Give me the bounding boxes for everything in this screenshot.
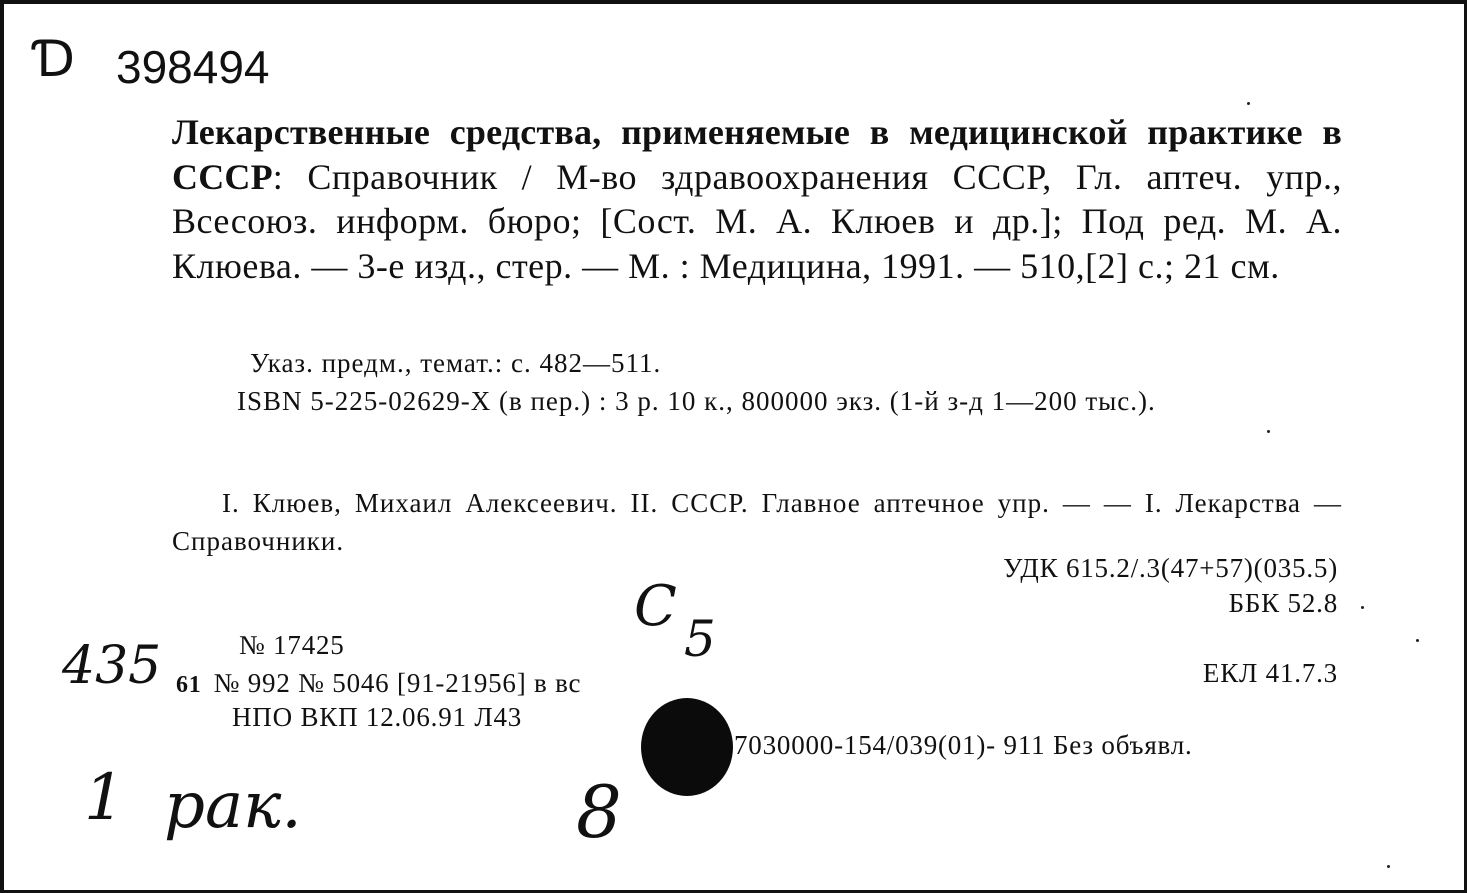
handwritten-c: С	[634, 574, 677, 639]
print-line-text: № 992 № 5046 [91-21956] в вс	[213, 668, 582, 698]
title-statement: : Справочник / М-во здравоохранения СССР, Гл. аптеч. упр., Всесоюз. информ. бюро; [Сост. М. А. Клюев и др.]; Под ред. М. А. Клюева. — 3-е изд., стер. — М. : Медицина, 1991. — 510,[2] с.; 21 см.	[172, 156, 1342, 286]
isbn-note: ISBN 5-225-02629-X (в пер.) : 3 р. 10 к., 800000 экз. (1-й з-д 1—200 тыс.).	[237, 386, 1156, 416]
handwritten-1: 1	[84, 761, 125, 835]
paper-speck	[1416, 639, 1419, 642]
call-letter-mark: Ɗ	[34, 30, 75, 88]
bbk-code: ББК 52.8	[1228, 588, 1338, 618]
handwritten-pak: рак.	[164, 769, 302, 843]
paper-speck	[1267, 430, 1270, 433]
handwritten-8: 8	[576, 770, 622, 854]
ekl-code: ЕКЛ 41.7.3	[1202, 658, 1338, 688]
handwritten-5: 5	[684, 610, 716, 668]
paper-speck	[1387, 865, 1390, 868]
bibliographic-description	[172, 110, 1342, 288]
code-line: 7030000-154/039(01)- 911 Без объявл.	[734, 730, 1193, 760]
print-line-prefix: 61	[176, 672, 202, 698]
call-number: 398494	[116, 41, 270, 93]
subject-tracings: I. Клюев, Михаил Алексеевич. II. СССР. Главное аптечное упр. — — I. Лекарства — Справочники.	[172, 488, 1342, 556]
udk-code: УДК 615.2/.3(47+57)(035.5)	[1003, 553, 1338, 583]
title-proper: Лекарственные средства, применяемые в медицинской практике в СССР	[172, 112, 1342, 197]
ink-blot	[641, 698, 733, 796]
npo-line: НПО ВКП 12.06.91 Л43	[232, 702, 523, 732]
handwritten-435: 435	[62, 636, 162, 696]
index-note: Указ. предм., темат.: с. 482—511.	[250, 348, 662, 378]
notes-block	[172, 344, 1342, 420]
order-number: № 17425	[239, 630, 345, 660]
paper-speck	[1361, 606, 1364, 609]
paper-speck	[1247, 102, 1250, 105]
